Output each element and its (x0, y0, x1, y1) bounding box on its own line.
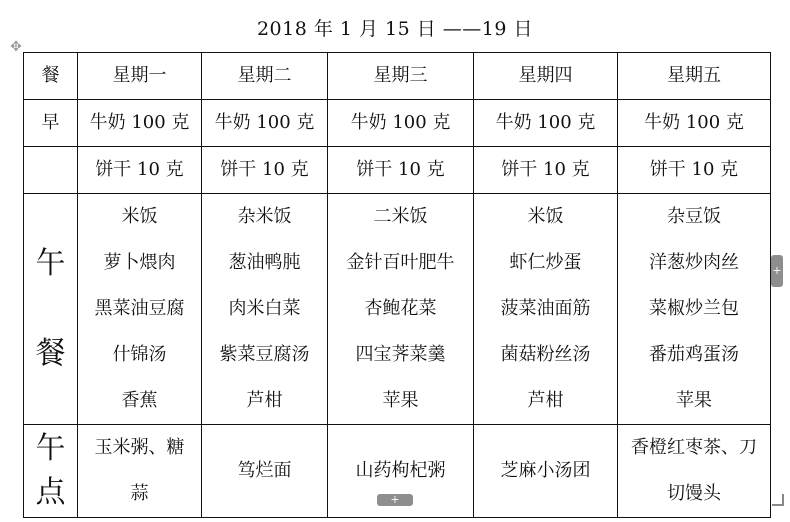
lunch-cell (78, 194, 202, 425)
dish-item: 芦柑 (246, 390, 283, 411)
lunch-row (24, 194, 771, 425)
day-header: 星期二 (202, 53, 328, 100)
dish-item: 米饭 (121, 206, 158, 227)
snack-item: 切馒头 (667, 483, 721, 504)
snack-item: 山药枸杞粥 (355, 460, 446, 481)
day-header: 星期三 (328, 53, 474, 100)
dish-item: 菌菇粉丝汤 (500, 344, 591, 365)
day-header: 星期五 (618, 53, 771, 100)
snack-cell (202, 425, 328, 518)
snack-label-char-2: 点 (35, 475, 66, 510)
snack-item: 玉米粥、糖 (94, 437, 185, 458)
lunch-cell (328, 194, 474, 425)
snack-item: 蒜 (130, 483, 149, 504)
snack-cell (474, 425, 618, 518)
lunch-label-char-2: 餐 (35, 336, 66, 371)
menu-cell: 饼干 10 克 (328, 147, 474, 194)
dish-item: 苹果 (382, 390, 419, 411)
snack-item: 香橙红枣茶、刀 (631, 437, 757, 458)
menu-cell: 牛奶 100 克 (328, 100, 474, 147)
day-header: 星期四 (474, 53, 618, 100)
dish-item: 米饭 (527, 206, 564, 227)
dish-item: 萝卜煨肉 (103, 252, 176, 273)
dish-item: 菠菜油面筋 (500, 298, 591, 319)
menu-cell: 牛奶 100 克 (78, 100, 202, 147)
dish-item: 番茄鸡蛋汤 (649, 344, 739, 365)
dish-item: 葱油鸭肫 (228, 252, 301, 273)
breakfast-row-2 (24, 147, 771, 194)
menu-cell: 牛奶 100 克 (474, 100, 618, 147)
lunch-cell (202, 194, 328, 425)
dish-item: 黑菜油豆腐 (94, 298, 185, 319)
menu-cell: 饼干 10 克 (78, 147, 202, 194)
day-header: 星期一 (78, 53, 202, 100)
dish-item: 什锦汤 (112, 344, 167, 365)
snack-cell (78, 425, 202, 518)
table-move-handle-icon[interactable]: ✥ (10, 39, 22, 55)
dish-item: 芦柑 (527, 390, 564, 411)
menu-cell: 牛奶 100 克 (202, 100, 328, 147)
dish-item: 苹果 (676, 390, 712, 411)
snack-item: 笃烂面 (237, 460, 292, 481)
dish-item: 金针百叶肥牛 (346, 252, 455, 273)
weekly-menu-table (23, 52, 771, 518)
menu-cell: 饼干 10 克 (202, 147, 328, 194)
dish-item: 二米饭 (373, 206, 428, 227)
table-resize-handle[interactable] (772, 494, 784, 506)
dish-item: 紫菜豆腐汤 (219, 344, 310, 365)
lunch-cell (474, 194, 618, 425)
empty-label-cell (24, 147, 78, 194)
snack-label (24, 425, 78, 518)
lunch-cell (618, 194, 771, 425)
lunch-label-char-1: 午 (35, 246, 66, 281)
dish-item: 洋葱炒肉丝 (649, 252, 739, 273)
breakfast-label: 早 (24, 100, 78, 147)
dish-item: 杏鲍花菜 (364, 298, 437, 319)
dish-item: 杂豆饭 (667, 206, 721, 227)
dish-item: 肉米白菜 (228, 298, 301, 319)
meal-column-header: 餐 (24, 53, 78, 100)
snack-cell (618, 425, 771, 518)
dish-item: 虾仁炒蛋 (509, 252, 582, 273)
snack-item: 芝麻小汤团 (500, 460, 591, 481)
dish-item: 菜椒炒兰包 (649, 298, 739, 319)
menu-cell: 牛奶 100 克 (618, 100, 771, 147)
menu-cell: 饼干 10 克 (618, 147, 771, 194)
snack-label-char-1: 午 (35, 431, 66, 466)
menu-cell: 饼干 10 克 (474, 147, 618, 194)
breakfast-row-1 (24, 100, 771, 147)
dish-item: 四宝荠菜羹 (355, 344, 446, 365)
page-title: 2018 年 1 月 15 日 ——19 日 (256, 18, 534, 40)
lunch-label (24, 194, 78, 425)
dish-item: 杂米饭 (237, 206, 292, 227)
add-row-icon[interactable]: + (377, 494, 413, 506)
add-column-icon[interactable]: + (771, 255, 783, 287)
dish-item: 香蕉 (121, 390, 158, 411)
header-row (24, 53, 771, 100)
